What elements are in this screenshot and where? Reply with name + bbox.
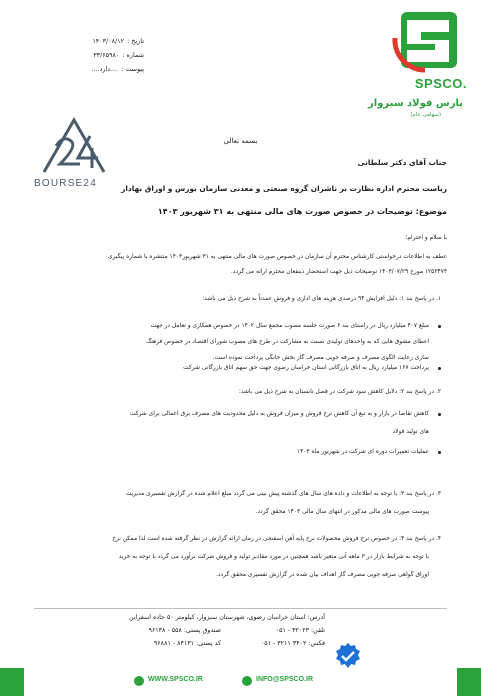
address-line: آدرس: استان خراسان رضوی، شهرستان سبزوار، کیلومتر ۵۰ جاده اسفراین bbox=[129, 614, 325, 621]
spsco-emblem-icon bbox=[387, 10, 467, 74]
date-row bbox=[34, 34, 144, 48]
footer-band bbox=[0, 668, 481, 696]
number-value: ۳۳/۶۵۹۸۰ bbox=[93, 51, 120, 59]
bullet-icon bbox=[438, 367, 441, 370]
letter-subject: موضوع: توضیحات در خصوص صورت های مالی منتهی به ۳۱ شهریور ۱۴۰۳ bbox=[157, 207, 447, 216]
attachment-label: پیوست : bbox=[121, 65, 144, 73]
bullet-icon bbox=[438, 451, 441, 454]
spsco-logo-text: SPSCO. bbox=[414, 76, 467, 91]
item-1-bullet-2: پرداخت ۱۶۷ میلیارد ریال به اتاق بازرگانی استان خراسان رضوی جهت حق سهم اتاق بازرگانی شرکت bbox=[183, 365, 429, 371]
recipient-title: ریاست محترم اداره نظارت بر ناشران گروه صنعتی و معدنی سازمان بورس و اوراق بهادار bbox=[121, 184, 447, 193]
postal-code-line: کد پستی: ۸۴۱۳۱ - ۹۶۸۸۱ bbox=[153, 640, 221, 647]
bourse24-emblem-icon bbox=[34, 116, 114, 178]
item-1-bullet-1-line-3: سازی رعایت الگوی مصرف و صرفه جویی مصرف گاز بخش خانگی پرداخت نموده است. bbox=[212, 355, 429, 361]
phone-line: تلفن: ۳۲۰۲۳ - ۰۵۱ bbox=[275, 627, 325, 634]
item-3-line-1: ۳. در پاسخ بند ۳: با توجه به اطلاعات و داده های سال های گذشته پیش بینی می گردد مبلغ اعلام شده در گزارش تفسیری مدیریت bbox=[125, 491, 441, 497]
website-link[interactable]: WWW.SPSCO.IR bbox=[148, 676, 203, 683]
footer-divider bbox=[34, 608, 447, 609]
spsco-logo bbox=[387, 10, 467, 128]
attachment-value: ....دارد.... bbox=[91, 65, 119, 73]
bullet-icon bbox=[438, 413, 441, 416]
item-1-intro: ۱. در پاسخ بند ۱: دلیل افزایش ۹۴ درصدی هزینه های اداری و فروش عمدتاً به شرح ذیل می باشد: bbox=[202, 296, 441, 302]
email-link[interactable]: INFO@SPSCO.IR bbox=[256, 676, 313, 683]
fax-line: فکس: ۳۴۰۲ ۳۲۱۱ - ۰۵۱ bbox=[260, 640, 325, 647]
attachment-row bbox=[34, 62, 144, 76]
intro-line-2: ۱۲۵۳۴۷۴ مورخ ۱۴۰۳/۰۷/۲۹ توضیحات ذیل جهت استحضار ذینفعان محترم ارائه می گردد. bbox=[230, 269, 447, 275]
bourse24-logo-text: BOURSE24 bbox=[34, 178, 97, 189]
item-4-line-3: اوراق گواهی صرفه جویی مصرف گاز اهداف بیان شده در گزارش تفسیری محقق گردد. bbox=[216, 572, 429, 578]
item-4-line-1: ۴. در پاسخ بند ۴: در خصوص نرخ فروش محصولات نرخ پایه آهن اسفنجی در زمان ارائه گزارش در نظر گرفته شده است لذا ممکن نرخ bbox=[112, 536, 441, 542]
verification-seal-icon bbox=[333, 641, 363, 671]
company-type: (سهامی عام) bbox=[410, 112, 441, 118]
item-1-bullet-1-line-1: مبلغ ۴۰۷ میلیارد ریال در راستای بند ۶ صورت جلسه مصوب مجمع سال ۱۴۰۲ در خصوص همکاری و تعامل در جهت bbox=[150, 323, 429, 329]
bullet-icon bbox=[438, 325, 441, 328]
item-2-bullet-1-line-1: کاهش تقاضا در بازار و به تبع آن کاهش نرخ فروش و میزان فروش به دلیل محدودیت های مصرف برق اعمالی برای شرکت bbox=[129, 411, 429, 417]
letter-meta bbox=[34, 34, 144, 76]
recipient-name: جناب آقای دکتر سلطانی bbox=[357, 158, 447, 167]
item-4-line-2: با توجه به شرایط بازار در ۳ ماهه آتی متغیر باشد همچنین در مورد مقادیر تولید و فروش شرکت برآورد می گردد با توجه به خرید bbox=[118, 554, 429, 560]
number-label: شماره : bbox=[122, 51, 144, 59]
item-2-bullet-1-line-2: های تولید فولاد bbox=[392, 429, 429, 435]
number-row bbox=[34, 48, 144, 62]
intro-line-1: عطف به اطلاعات درخواستی کارشناس محترم آن سازمان در خصوص صورت های مالی منتهی به ۳۱ شهریور۱۴۰۳ منتشره با شماره پیگیری bbox=[107, 254, 447, 260]
date-label: تاریخ : bbox=[127, 37, 144, 45]
letter-heading: بسمه تعالی bbox=[223, 137, 258, 145]
item-3-line-2: پیوست صورت های مالی مذکور در انتهای سال مالی ۱۴۰۳ محقق گردد. bbox=[255, 509, 429, 515]
date-value: ۱۴۰۳/۰۸/۱۲ bbox=[92, 37, 125, 45]
globe-icon bbox=[134, 676, 144, 686]
po-box-line: صندوق پستی: ۵۵۸ - ۹۶۱۳۸ bbox=[148, 627, 221, 634]
greeting: با سلام و احترام؛ bbox=[405, 235, 447, 241]
item-2-bullet-2: عملیات تعمیرات دوره ای شرکت در شهریور ماه ۱۴۰۳ bbox=[296, 449, 429, 455]
item-1-bullet-1-line-2: اعطای مشوق هایی که به واحدهای تولیدی نسبت به مشارکت در طرح های مصوب شورای اقتصاد در خصوص فرهنگ bbox=[146, 339, 429, 345]
company-name: پارس فولاد سبزوار bbox=[368, 98, 463, 109]
item-2-intro: ۲. در پاسخ بند ۲: دلایل کاهش سود شرکت در فصل تابستان به شرح ذیل می باشد: bbox=[238, 389, 441, 395]
email-icon bbox=[242, 676, 252, 686]
